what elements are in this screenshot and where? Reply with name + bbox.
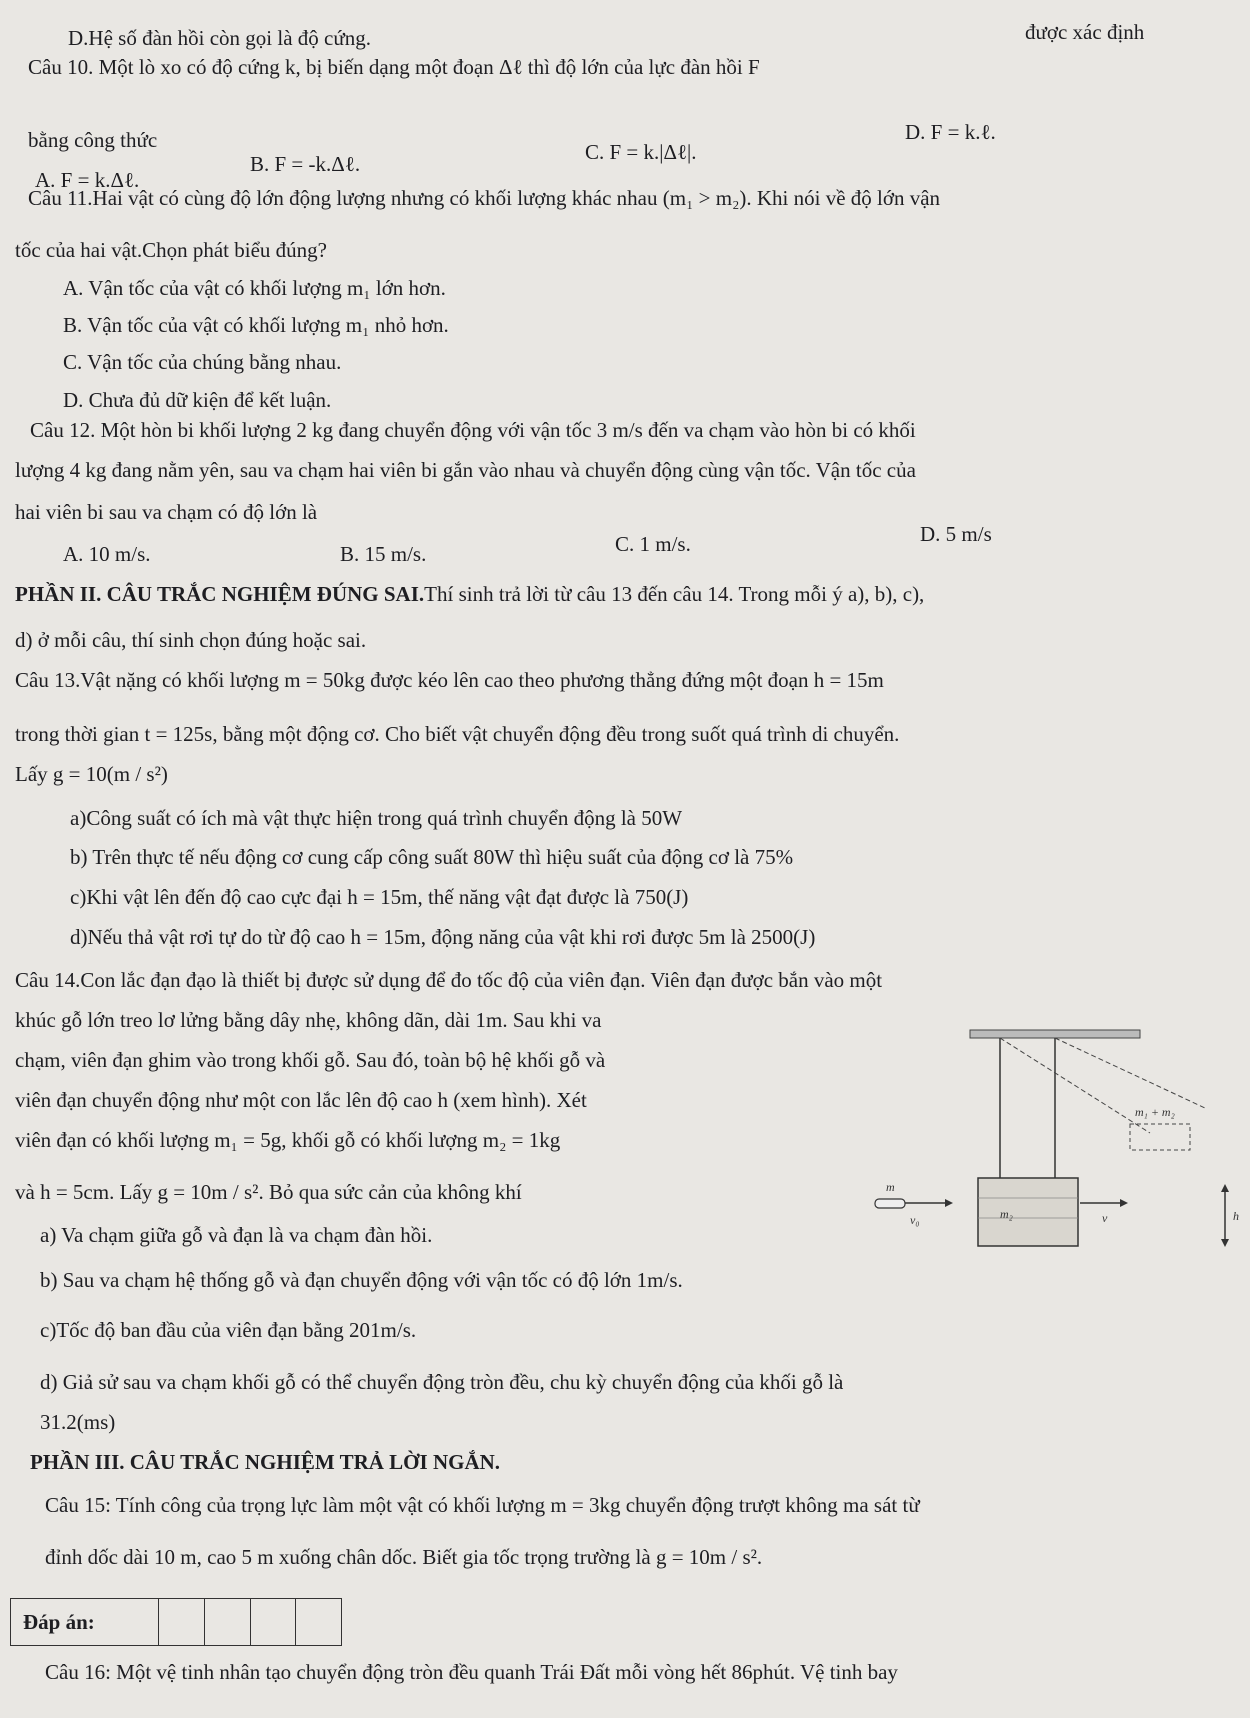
q10-option-b: B. F = -k.Δℓ.: [250, 152, 361, 176]
text-line-l24: khúc gỗ lớn treo lơ lửng bằng dây nhẹ, không dãn, dài 1m. Sau khi va: [15, 1008, 602, 1032]
section-3-heading: PHẦN III. CÂU TRẮC NGHIỆM TRẢ LỜI NGẮN.: [30, 1450, 501, 1474]
text-line-l31: c)Tốc độ ban đầu của viên đạn bằng 201m/s.: [40, 1318, 417, 1342]
text-line-l27: viên đạn có khối lượng m₁ = 5g, khối gỗ có khối lượng m₂ = 1kg: [15, 1128, 561, 1152]
text-line-l29: a) Va chạm giữa gỗ và đạn là va chạm đàn hồi.: [40, 1223, 433, 1247]
text-line-l23: Câu 14.Con lắc đạn đạo là thiết bị được sử dụng để đo tốc độ của viên đạn. Viên đạn được bắn vào một: [15, 968, 883, 992]
q12-option-d: D. 5 m/s: [920, 522, 992, 546]
q10-option-c: C. F = k.|Δℓ|.: [585, 140, 697, 164]
label-m1m2: m₁ + m₂: [1135, 1105, 1175, 1119]
text-line-l22: d)Nếu thả vật rơi tự do từ độ cao h = 15m, động năng của vật khi rơi được 5m là 2500(J): [70, 925, 816, 949]
text-line-l17: trong thời gian t = 125s, bằng một động cơ. Cho biết vật chuyển động đều trong suốt quá trình di chuyển.: [15, 722, 900, 746]
q12-option-b: B. 15 m/s.: [340, 542, 427, 566]
text-line-l20: b) Trên thực tế nếu động cơ cung cấp công suất 80W thì hiệu suất của động cơ là 75%: [70, 845, 794, 869]
q10-option-d: D. F = k.ℓ.: [905, 120, 996, 144]
section-2-intro: Thí sinh trả lời từ câu 13 đến câu 14. Trong mỗi ý a), b), c),: [424, 582, 925, 606]
arrow-head: [1120, 1199, 1128, 1207]
answer-cell[interactable]: [296, 1599, 341, 1645]
arrow-head: [945, 1199, 953, 1207]
text-line-l25: chạm, viên đạn ghim vào trong khối gỗ. Sau đó, toàn bộ hệ khối gỗ và: [15, 1048, 606, 1072]
text-line-l21: c)Khi vật lên đến độ cao cực đại h = 15m, thế năng vật đạt được là 750(J): [70, 885, 689, 909]
section-2-heading: PHẦN II. CÂU TRẮC NGHIỆM ĐÚNG SAI.: [15, 582, 425, 606]
q12-option-c: C. 1 m/s.: [615, 532, 691, 556]
label-v0: v₀: [910, 1213, 920, 1227]
answer-box: [10, 1598, 342, 1646]
label-m2: m₂: [1000, 1207, 1013, 1221]
text-line-l33: 31.2(ms): [40, 1410, 116, 1434]
answer-cell[interactable]: [205, 1599, 251, 1645]
text-line-l26: viên đạn chuyển động như một con lắc lên độ cao h (xem hình). Xét: [15, 1088, 587, 1112]
wood-block: [978, 1178, 1078, 1246]
label-m: m: [886, 1180, 895, 1194]
text-line-l30: b) Sau va chạm hệ thống gỗ và đạn chuyển động với vận tốc có độ lớn 1m/s.: [40, 1268, 683, 1292]
answer-cell[interactable]: [251, 1599, 297, 1645]
text-line-l18: Lấy g = 10(m / s²): [15, 762, 168, 786]
text-line-l10: Câu 12. Một hòn bi khối lượng 2 kg đang chuyển động với vận tốc 3 m/s đến va chạm vào hòn bi có khối: [30, 418, 916, 442]
bullet: [875, 1199, 905, 1208]
text-line-l35: Câu 15: Tính công của trọng lực làm một vật có khối lượng m = 3kg chuyển động trượt không ma sát từ: [45, 1493, 920, 1517]
text-line-l02: Câu 10. Một lò xo có độ cứng k, bị biến dạng một đoạn Δℓ thì độ lớn của lực đàn hồi F: [28, 55, 760, 79]
q10-option-a: A. F = k.Δℓ.: [35, 168, 140, 192]
arrow-head: [1221, 1239, 1229, 1247]
text-line-l32: d) Giả sử sau va chạm khối gỗ có thể chuyển động tròn đều, chu kỳ chuyển động của khối gỗ là: [40, 1370, 844, 1394]
text-line-l09: D. Chưa đủ dữ kiện để kết luận.: [63, 388, 332, 412]
text-line-l03: bằng công thức: [28, 128, 158, 152]
question-13-stem: Câu 13.Vật nặng có khối lượng m = 50kg được kéo lên cao theo phương thẳng đứng một đoạn h = 15m: [15, 668, 884, 692]
section-2-heading-line: [15, 582, 924, 607]
text-line-l04: Câu 11.Hai vật có cùng độ lớn động lượng nhưng có khối lượng khác nhau (m₁ > m₂). Khi nói về độ lớn vận: [28, 186, 941, 210]
text-line-l19: a)Công suất có ích mà vật thực hiện trong quá trình chuyển động là 50W: [70, 806, 683, 830]
text-line-l08: C. Vận tốc của chúng bằng nhau.: [63, 350, 342, 374]
answer-label: Đáp án:: [11, 1599, 159, 1645]
text-line-l05: tốc của hai vật.Chọn phát biểu đúng?: [15, 238, 327, 262]
q12-option-a: A. 10 m/s.: [63, 542, 151, 566]
string-swung-right: [1055, 1038, 1205, 1108]
text-line-l36: đỉnh dốc dài 10 m, cao 5 m xuống chân dốc. Biết gia tốc trọng trường là g = 10m / s².: [45, 1545, 763, 1569]
ballistic-pendulum-figure: [850, 1028, 1245, 1253]
text-line-l28: và h = 5cm. Lấy g = 10m / s². Bỏ qua sức cản của không khí: [15, 1180, 522, 1204]
answer-cell[interactable]: [159, 1599, 205, 1645]
text-line-l12: hai viên bi sau va chạm có độ lớn là: [15, 500, 318, 524]
text-line-l37: Câu 16: Một vệ tinh nhân tạo chuyển động tròn đều quanh Trái Đất mỗi vòng hết 86phút. Vệ tinh bay: [45, 1660, 898, 1684]
section-2-instruction: d) ở mỗi câu, thí sinh chọn đúng hoặc sai.: [15, 628, 367, 652]
text-line-l07: B. Vận tốc của vật có khối lượng m₁ nhỏ hơn.: [63, 313, 449, 337]
string-swung-left: [1000, 1038, 1150, 1133]
text-line-l11: lượng 4 kg đang nằm yên, sau va chạm hai viên bi gắn vào nhau và chuyển động cùng vận tốc. Vận tốc của: [15, 458, 916, 482]
text-line-l06: A. Vận tốc của vật có khối lượng m₁ lớn hơn.: [63, 276, 446, 300]
ceiling: [970, 1030, 1140, 1038]
text-line-l02b: được xác định: [1025, 20, 1145, 44]
text-line-l01: D.Hệ số đàn hồi còn gọi là độ cứng.: [68, 26, 371, 50]
block-swung: [1130, 1124, 1190, 1150]
label-v: v: [1102, 1211, 1108, 1225]
arrow-head: [1221, 1184, 1229, 1192]
label-h: h: [1233, 1209, 1239, 1223]
